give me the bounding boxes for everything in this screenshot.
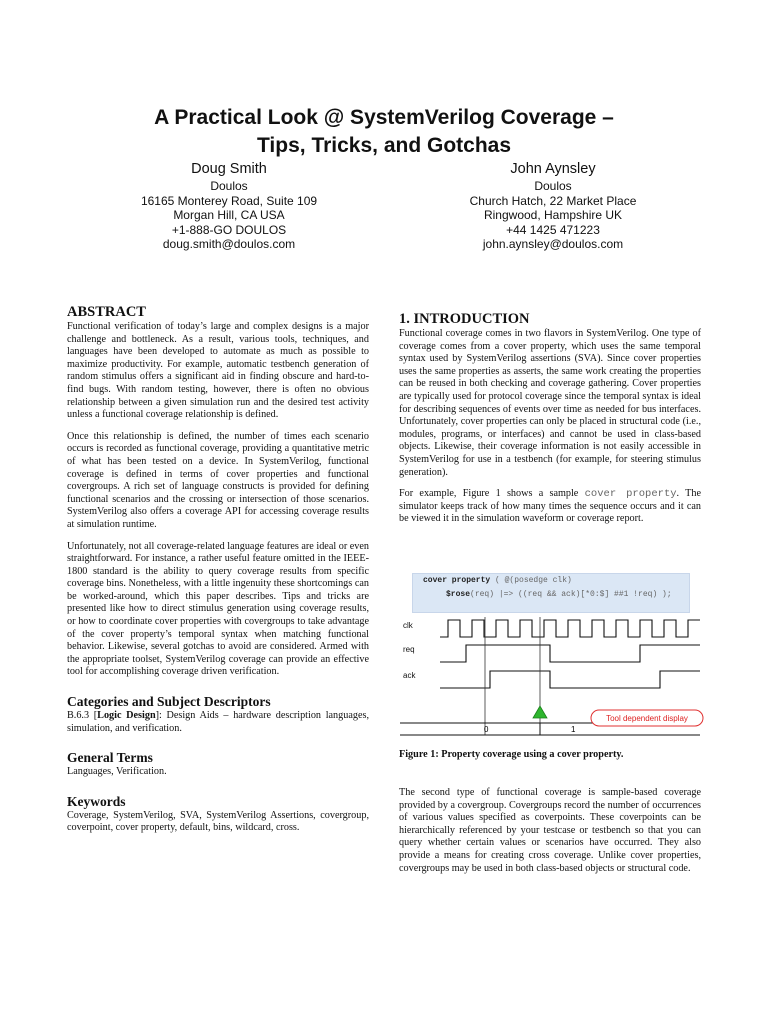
categories-rest: ]: Design Aids – hardware description languages, simulation, and verification. [67,710,369,734]
author-affiliation: Doulos [210,179,248,193]
figure-code-box [412,573,690,613]
counter-value-0: 0 [484,725,489,734]
categories-heading: Categories and Subject Descriptors [67,694,271,710]
counter-value-1: 1 [571,725,576,734]
req-waveform [440,645,700,662]
intro-p2-after: . The simulator keeps track of how many times the sequence occurs and it can be viewed it in the simulation waveform or coverage report. [399,488,702,525]
signal-label-req: req [403,645,415,654]
signal-label-ack: ack [403,671,416,680]
intro-paragraph-1: Functional coverage comes in two flavors in SystemVerilog. One type of coverage comes from a cover property, which uses the same temporal syntax used by SystemVerilog assertions (SVA). Since cover properties uses the same properties as asserts, the same work creating the properties can be reused in both checking and coverage gathering. Cover properties are typically used for protocol coverage since the temporal syntax is ideal for describing sequences of events over time as needed for bus interfaces. Unfortunately, cover properties can only be placed in structural code (i.e., modules, programs, or interfaces) and cannot be used in class-based objects. Likewise, their coverage information is not easily accessible in SystemVerilog for use in a testbench (for example, for steering stimulus generation). [399,328,701,478]
author-city: Ringwood, Hampshire UK [483,208,623,223]
ack-waveform [440,671,700,688]
intro-heading: 1. INTRODUCTION [399,311,530,327]
code-keyword: $rose [446,590,471,599]
author-email: doug.smith@doulos.com [162,237,296,252]
waveform-diagram [400,615,710,740]
intro-paragraph-2 [399,488,701,526]
keywords-text: Coverage, SystemVerilog, SVA, SystemVerilog Assertions, covergroup, coverpoint, cover property, default, bins, wildcard, cross. [67,809,369,834]
author-name: John Aynsley [510,161,596,177]
author-2 [438,160,668,252]
author-email: john.aynsley@doulos.com [482,237,624,252]
left-column [67,303,369,835]
author-1 [114,160,344,252]
author-affiliation: Doulos [534,179,572,193]
title-line-1: A Practical Look @ SystemVerilog Coverage – [154,106,614,129]
paper-title [0,104,768,160]
code-text: ( @(posedge clk) [490,576,572,585]
callout-text: Tool dependent display [606,714,688,723]
clk-waveform [440,620,700,637]
intro-p2-code: cover property [584,488,677,501]
author-address: 16165 Monterey Road, Suite 109 [140,193,318,208]
abstract-paragraph-2: Once this relationship is defined, the number of times each scenario occurs is recorded as functional coverage, providing a quantitative metric of what has been tested on a device. In SystemVerilog, functional coverage is defined in terms of cover properties and functional covergroups. A rich set of language constructs is provided for defining functional scenarios and the crossing or intersection of those scenarios. SystemVerilog also offers a coverage API for accessing coverage results at simulation runtime. [67,430,369,530]
author-name: Doug Smith [191,161,267,177]
code-line-1 [413,574,689,588]
right-column-bottom [399,787,701,875]
code-text: (req) |=> ((req && ack)[*0:$] ##1 !req) ); [470,590,672,599]
general-terms-heading: General Terms [67,750,153,766]
author-address: Church Hatch, 22 Market Place [469,193,637,208]
categories-code: B.6.3 [ [67,710,98,722]
signal-label-clk: clk [403,621,413,630]
code-keyword: cover property [423,576,491,585]
author-phone: +44 1425 471223 [506,222,600,237]
categories-text [67,710,369,735]
right-column-top [399,310,701,526]
code-line-2 [413,588,689,602]
intro-paragraph-3: The second type of functional coverage is sample-based coverage provided by a covergroup. Covergroups record the number of occurrences of various values specified as coverpoints. These coverpoints can be hierarchically referenced by your testcase or testbench so that you can query whether certain values or scenarios have occurred. They also provide a means for creating cross coverage. Unlike cover properties, covergroups may be used in both class-based objects or structural code. [399,787,701,874]
abstract-heading: ABSTRACT [67,304,146,320]
author-city: Morgan Hill, CA USA [173,208,285,223]
categories-bold: Logic Design [97,710,156,722]
abstract-paragraph-3: Unfortunately, not all coverage-related language features are ideal or even straightforward. For instance, a rather useful feature omitted in the IEEE-1800 standard is the ability to query coverage results from specific coverage bins. Nonetheless, with a little ingenuity these shortcomings can be worked-around, which this paper describes. Tips and tricks are presented like how to direct stimulus generation using coverage results, or how to coordinate cover properties with covergroups to take advantage of the cover property’s temporal syntax when matching functional behavior. Likewise, several gotchas to avoid are considered. Armed with the appropriate toolset, SystemVerilog coverage can provide an effective tool for accomplishing coverage driven verification. [67,540,369,678]
keywords-heading: Keywords [67,793,126,809]
match-marker-icon [533,706,547,718]
intro-p2-before: For example, Figure 1 shows a sample [399,488,585,500]
general-terms-text: Languages, Verification. [67,766,167,778]
abstract-paragraph-1: Functional verification of today’s large and complex designs is a major challenge and bottleneck. As a result, various tools, techniques, and languages have been developed to automate as much as possible to maximize productivity. For example, automatic testbench generation of random stimulus offers a significant aid in finding obscure and hard-to-find bugs. With random testing, however, there is often no obvious relationship between a given simulation run and the desired test activity unless a functional coverage relationship is defined. [67,321,369,421]
title-line-2: Tips, Tricks, and Gotchas [256,134,512,157]
author-phone: +1-888-GO DOULOS [171,222,287,237]
figure-caption: Figure 1: Property coverage using a cover property. [399,749,624,760]
